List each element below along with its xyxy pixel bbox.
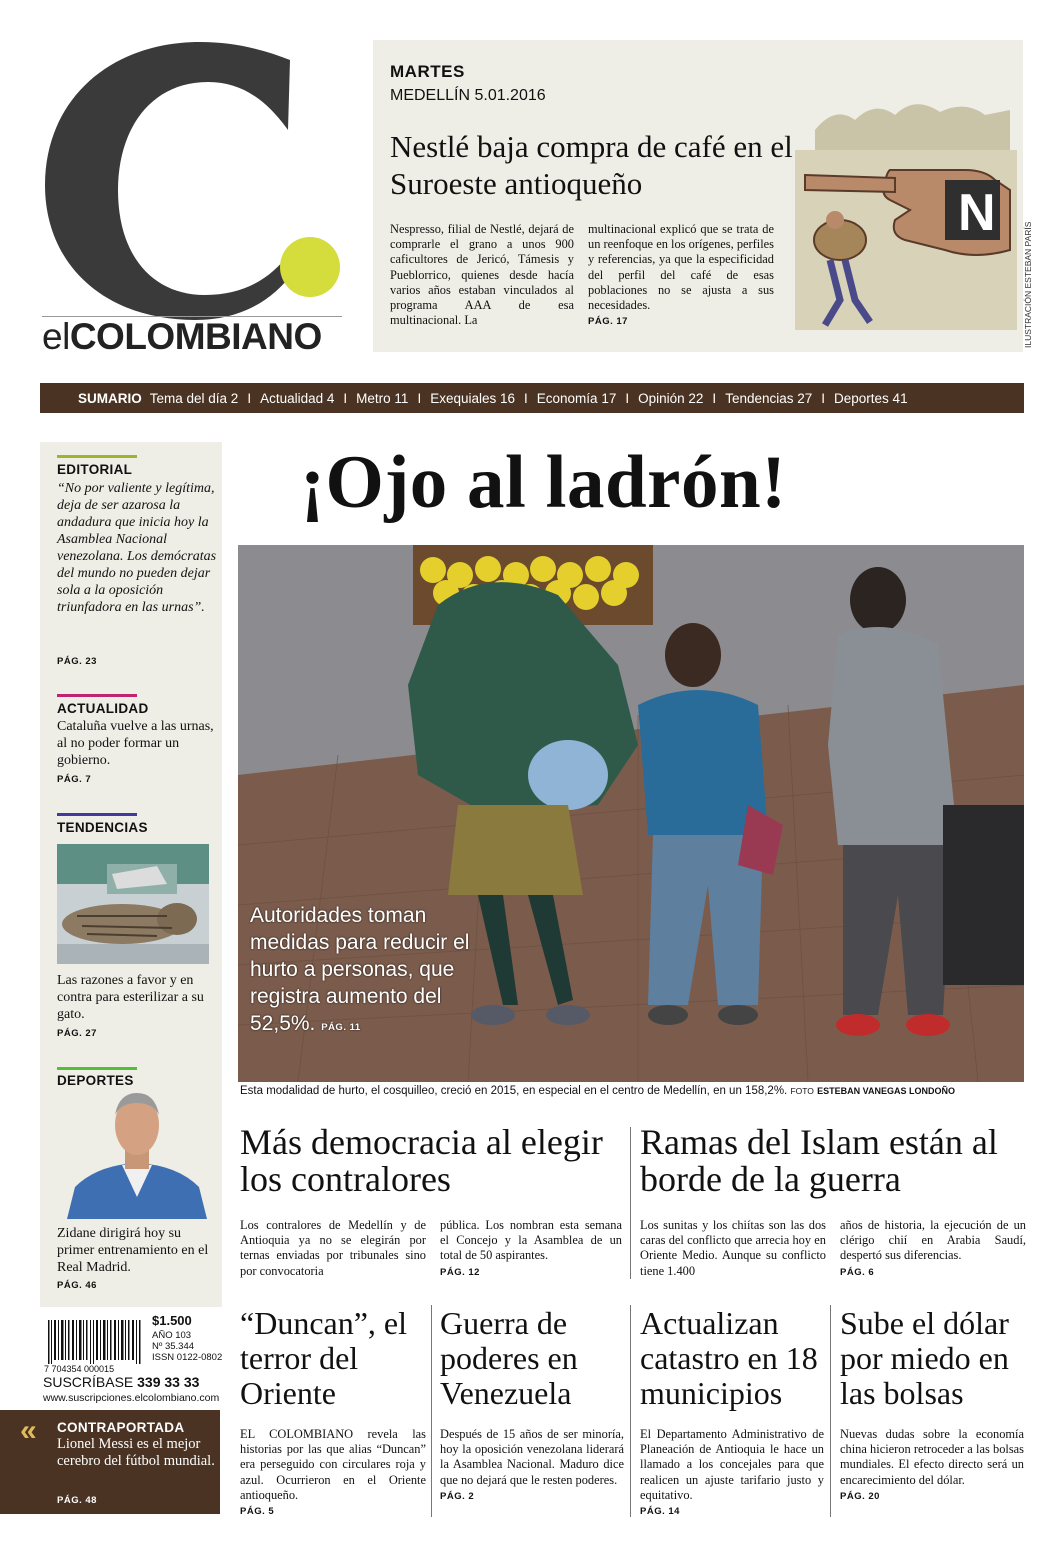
contralores-text: pública. Los nombran esta semana el Concejo y la Asamblea de un total de 50 aspirantes. (440, 1218, 622, 1263)
sumario-separator: I (625, 390, 630, 406)
dolar-headline[interactable]: Sube el dólar por miedo en las bolsas (840, 1305, 1009, 1411)
illustration-credit: ILUSTRACIÓN ESTEBAN PARÍS (1023, 221, 1033, 348)
deportes-page[interactable]: PÁG. 46 (57, 1280, 97, 1291)
subscribe-label: SUSCRÍBASE (43, 1374, 134, 1390)
promo-headline[interactable]: Nestlé baja compra de café en el Suroeste antioqueño (390, 129, 793, 201)
sumario-bar (40, 383, 1024, 413)
subscribe-website[interactable]: www.suscripciones.elcolombiano.com (43, 1392, 220, 1404)
price: $1.500 (152, 1313, 192, 1328)
photo-kicker[interactable] (250, 902, 470, 1041)
photo-caption-foto-label: FOTO (790, 1086, 814, 1096)
sumario-separator: I (343, 390, 348, 406)
sumario-item[interactable]: Exequiales 16 (430, 390, 516, 406)
actualidad-text[interactable]: Cataluña vuelve a las urnas, al no poder formar un gobierno. (57, 719, 214, 768)
sumario-item[interactable]: Metro 11 (356, 390, 409, 406)
contralores-text-col2 (440, 1218, 622, 1280)
duncan-headline[interactable]: “Duncan”, el terror del Oriente (240, 1305, 408, 1411)
logo-dot (280, 237, 340, 297)
promo-text-col1: Nespresso, filial de Nestlé, dejará de comprarle el grano a unos 900 caficultores de Jericó, Támesis y Pueblorrico, quienes desde hacía varios años estaban vinculados al programa AAA de esa multinacional. La (390, 222, 574, 328)
sumario-item[interactable]: Economía 17 (536, 390, 617, 406)
sumario-item[interactable]: Tendencias 27 (725, 390, 813, 406)
barcode (42, 1318, 148, 1374)
tendencias-title: TENDENCIAS (57, 820, 148, 835)
photo-caption (240, 1085, 955, 1097)
tendencias-color-rule (57, 813, 137, 816)
cat-vet-photo (57, 844, 209, 964)
venezuela-page[interactable]: PÁG. 2 (440, 1490, 475, 1502)
sumario-item[interactable]: Deportes 41 (834, 390, 908, 406)
main-headline[interactable]: ¡Ojo al ladrón! (300, 441, 787, 524)
tendencias-text[interactable]: Las razones a favor y en contra para esterilizar a su gato. (57, 973, 204, 1022)
tendencias-page[interactable]: PÁG. 27 (57, 1028, 97, 1039)
sumario-separator: I (524, 390, 528, 406)
dolar-body: Nuevas dudas sobre la economía china hicieron retroceder a las bolsas mundiales. El efecto directo será un encarecimiento del dólar. (840, 1427, 1024, 1487)
nespresso-letter: N (958, 184, 996, 242)
deportes-title: DEPORTES (57, 1073, 134, 1088)
issn: ISSN 0122-0802 (152, 1352, 223, 1363)
subscribe-phone[interactable]: 339 33 33 (137, 1374, 200, 1390)
editorial-color-rule (57, 455, 137, 458)
contraportada-title: CONTRAPORTADA (57, 1420, 185, 1435)
sumario-label: SUMARIO (78, 390, 142, 406)
duncan-text (240, 1427, 426, 1519)
contralores-headline[interactable]: Más democracia al elegir los contralores (240, 1122, 603, 1199)
sumario-separator: I (712, 390, 717, 406)
edition-day: MARTES (390, 62, 465, 81)
editorial-title: EDITORIAL (57, 462, 133, 477)
promo-text: multinacional explicó que se trata de un reenfoque en los orígenes, perfiles y referencias, ya que la especificidad del perfil del café de esas poblaciones no se ajusta a sus necesidades. (588, 222, 774, 313)
catastro-headline[interactable]: Actualizan catastro en 18 municipios (640, 1305, 818, 1411)
photo-kicker-text: Autoridades toman medidas para reducir el hurto a personas, que registra aumento del 52,5%. (250, 904, 470, 1035)
column-divider (630, 1305, 631, 1517)
actualidad-page[interactable]: PÁG. 7 (57, 774, 92, 785)
contralores-text-col1: Los contralores de Medellín y de Antioquia ya no se elegirán por ternas enviadas por tribunales sino por convocatoria (240, 1218, 426, 1278)
barcode-number: 7 704354 000015 (44, 1364, 115, 1374)
photo-credit: ESTEBAN VANEGAS LONDOÑO (817, 1086, 955, 1096)
edition-year: AÑO 103 (152, 1330, 192, 1341)
sumario-item[interactable]: Opinión 22 (638, 390, 704, 406)
subscribe-line[interactable] (43, 1374, 199, 1390)
duncan-body: EL COLOMBIANO revela las historias por las que alias “Duncan” era perseguido con circulares roja y azul. Ocurrieron en el Oriente antioqueño. (240, 1427, 426, 1502)
actualidad-color-rule (57, 694, 137, 697)
islam-text-col1: Los sunitas y los chiítas son las dos caras del conflicto que arrecia hoy en Oriente Medio. Aunque su conflicto tiene 1.400 (640, 1218, 826, 1278)
catastro-body: El Departamento Administrativo de Planeación de Antioquia le hace un llamado a los concejales para que realicen un ajuste tarifario justo y equitativo. (640, 1427, 824, 1502)
editorial-page[interactable]: PÁG. 23 (57, 656, 97, 667)
double-chevron-left-icon: « (20, 1414, 37, 1447)
column-divider (830, 1305, 831, 1517)
contraportada-page[interactable]: PÁG. 48 (57, 1495, 97, 1506)
venezuela-text (440, 1427, 624, 1504)
editorial-text: “No por valiente y legítima, deja de ser azarosa la andadura que inicia hoy la Asamblea Nacional venezolana. Los demócratas del mundo no pueden dejar sola a la oposición triunfadora en las urnas”. (57, 481, 217, 615)
islam-page[interactable]: PÁG. 6 (840, 1266, 875, 1278)
duncan-page[interactable]: PÁG. 5 (240, 1506, 275, 1518)
newspaper-logo (40, 20, 340, 320)
actualidad-title: ACTUALIDAD (57, 701, 149, 716)
brand-prefix: el (42, 316, 70, 357)
contraportada-text[interactable]: Lionel Messi es el mejor cerebro del fútbol mundial. (57, 1436, 215, 1469)
zidane-photo (57, 1087, 217, 1219)
islam-headline[interactable]: Ramas del Islam están al borde de la guerra (640, 1122, 998, 1199)
sumario-separator: I (247, 390, 252, 406)
brand-word: COLOMBIANO (69, 316, 322, 357)
edition-date: MEDELLÍN 5.01.2016 (390, 87, 546, 104)
venezuela-body: Después de 15 años de ser minoría, hoy la oposición venezolana liderará la Asamblea Nacional. Maduro dice que no dejará que le resten poderes. (440, 1427, 624, 1487)
promo-text-col2 (588, 222, 774, 329)
deportes-text[interactable]: Zidane dirigirá hoy su primer entrenamiento en el Real Madrid. (57, 1226, 209, 1275)
column-divider (431, 1305, 432, 1517)
dolar-text (840, 1427, 1024, 1504)
deportes-color-rule (57, 1067, 137, 1070)
sumario-separator: I (821, 390, 826, 406)
islam-text-col2 (840, 1218, 1026, 1280)
catastro-page[interactable]: PÁG. 14 (640, 1506, 680, 1518)
edition-number: Nº 35.344 (152, 1341, 195, 1352)
catastro-text (640, 1427, 824, 1519)
contralores-page[interactable]: PÁG. 12 (440, 1266, 480, 1278)
sumario-separator: I (417, 390, 422, 406)
photo-kicker-page[interactable]: PÁG. 11 (321, 1022, 361, 1033)
sumario-item[interactable]: Tema del día 2 (149, 390, 239, 406)
dolar-page[interactable]: PÁG. 20 (840, 1490, 880, 1502)
venezuela-headline[interactable]: Guerra de poderes en Venezuela (440, 1305, 578, 1411)
pointing-hand-illustration (795, 100, 1017, 330)
photo-caption-text: Esta modalidad de hurto, el cosquilleo, creció en 2015, en especial en el centro de Medellín, en un 158,2%. (240, 1085, 788, 1097)
brand-name (42, 316, 322, 358)
sumario-item[interactable]: Actualidad 4 (260, 390, 335, 406)
promo-page[interactable]: PÁG. 17 (588, 316, 628, 328)
islam-text: años de historia, la ejecución de un clérigo chií en Arabia Saudí, despertó sus diferencias. (840, 1218, 1026, 1263)
column-divider (630, 1127, 631, 1279)
